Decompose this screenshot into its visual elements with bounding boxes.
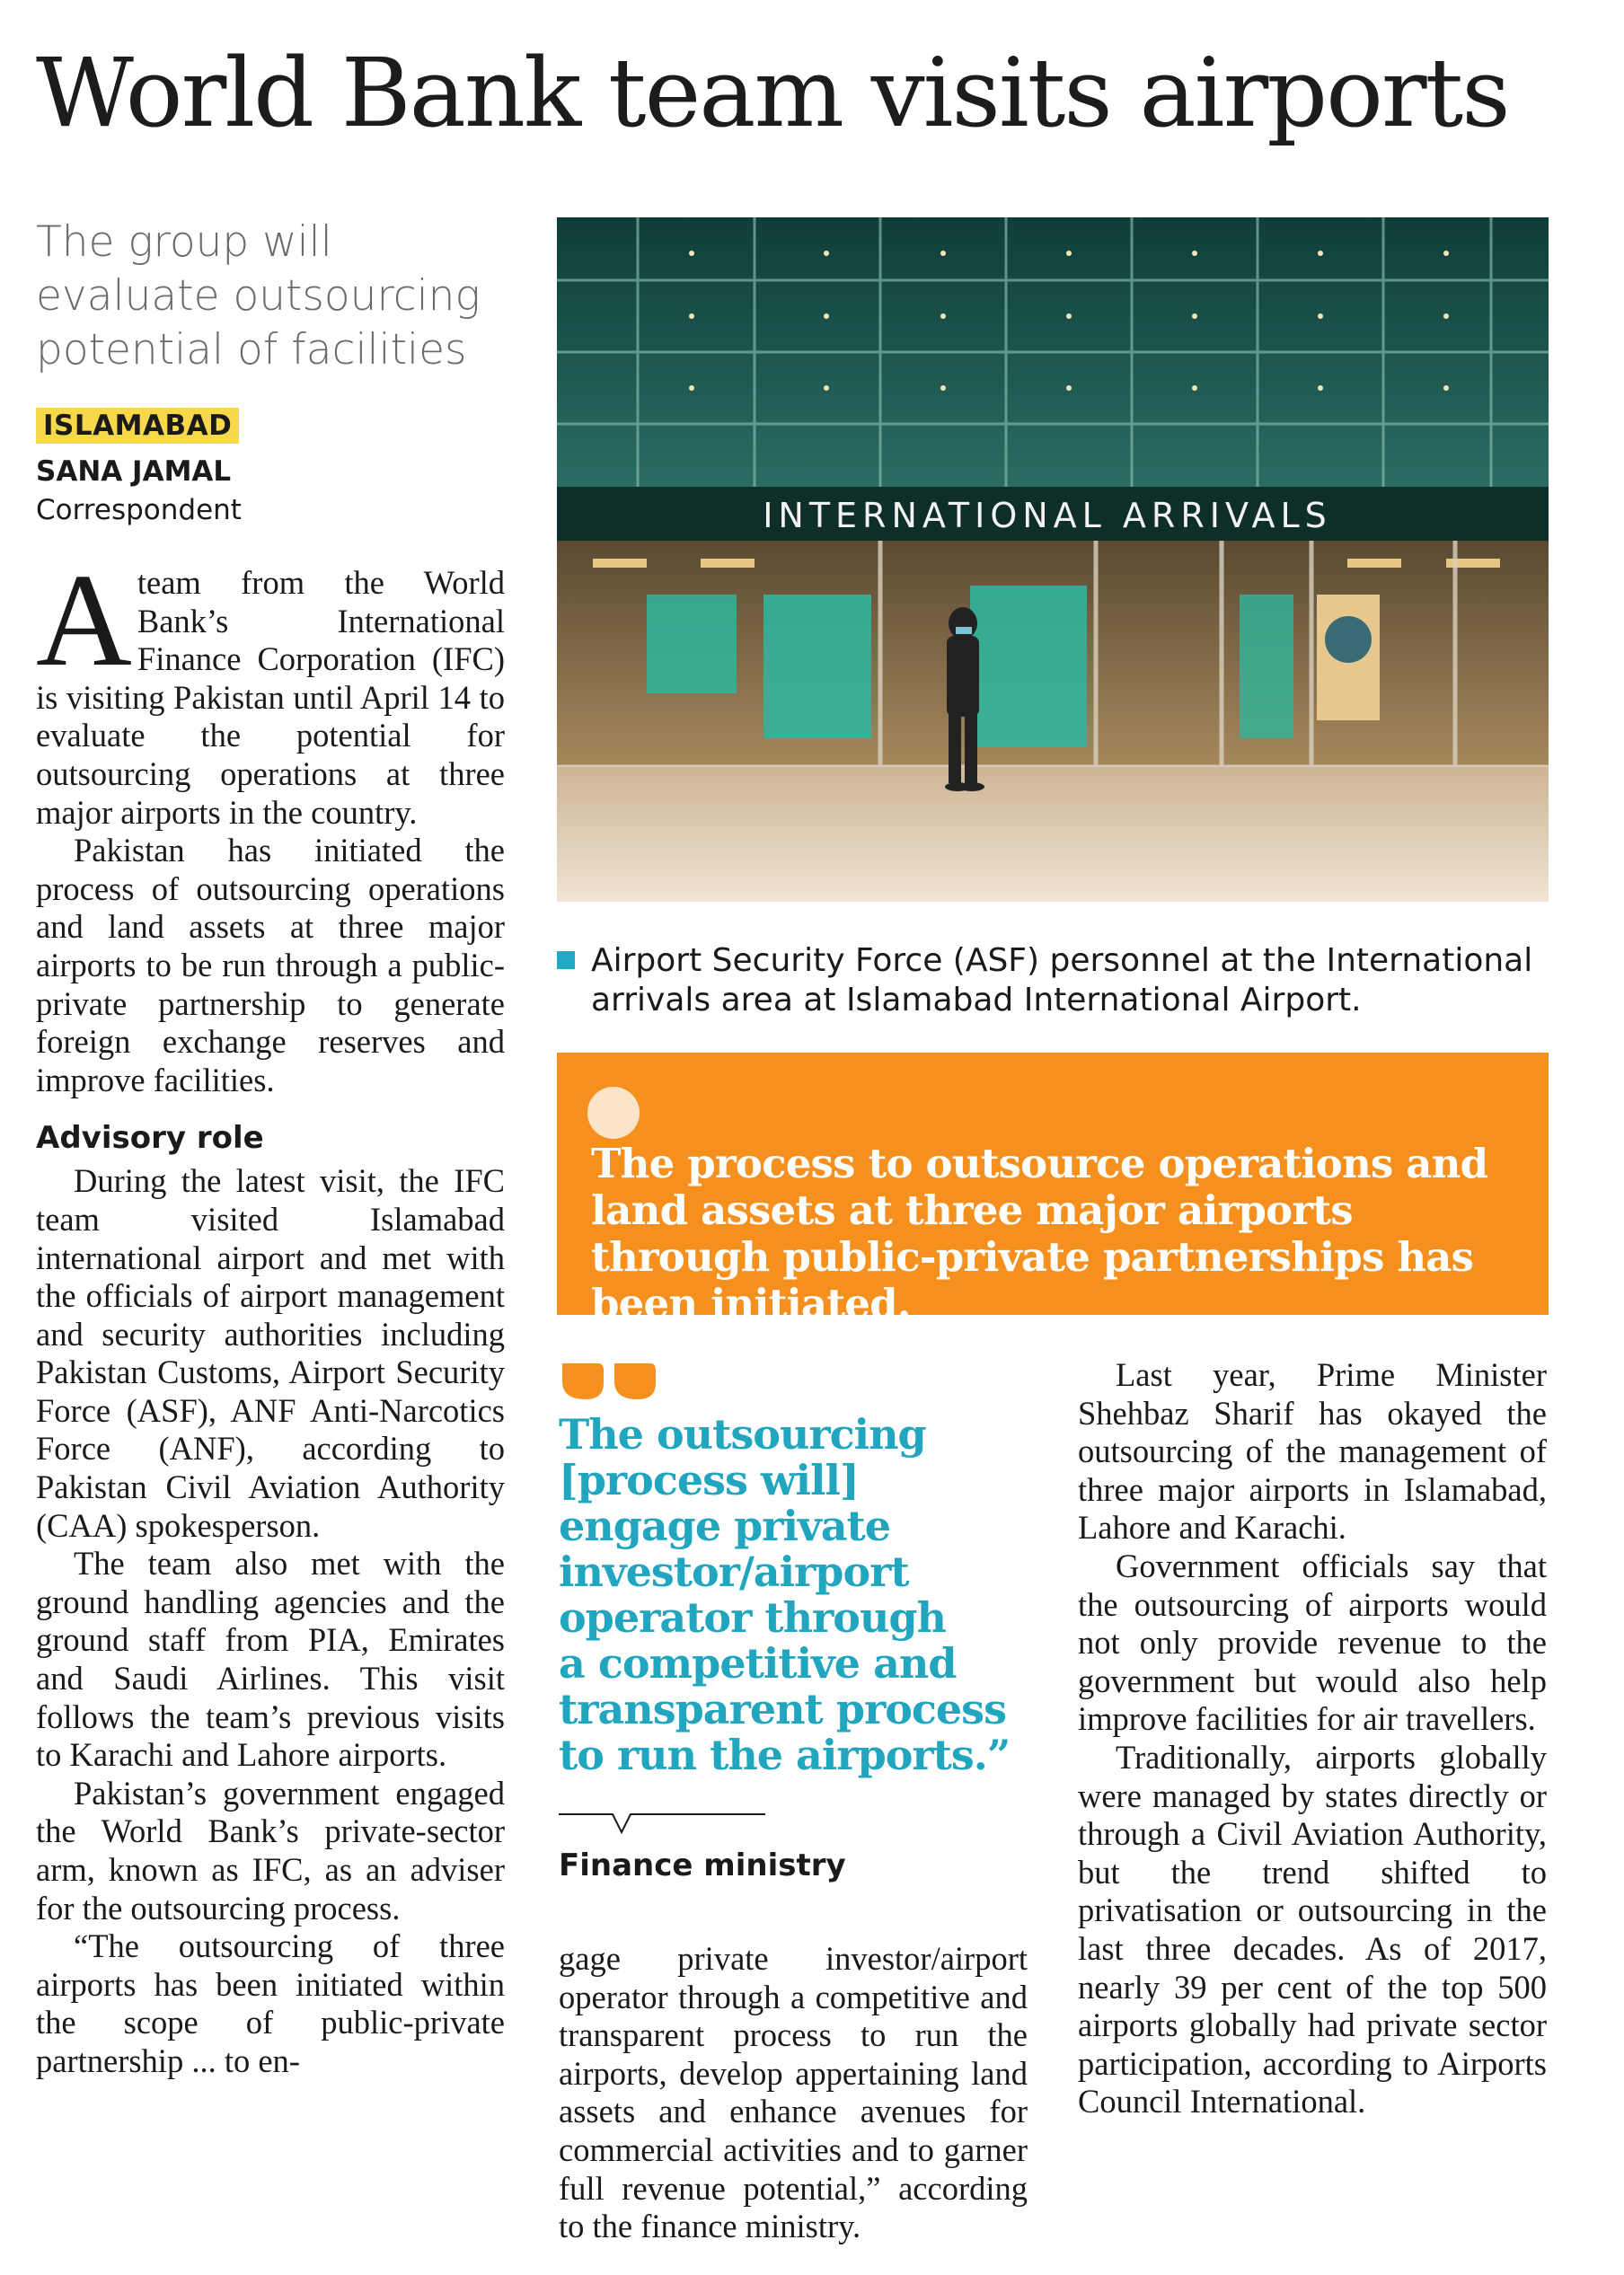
pull-quote-line: investor/airport <box>559 1548 909 1596</box>
drop-cap: A <box>36 547 132 694</box>
pull-quote-line: transparent process <box>559 1685 1006 1733</box>
article-column-1 <box>36 547 505 2081</box>
photo-caption <box>557 941 1554 1020</box>
deck-line: evaluate outsourcing <box>36 271 481 321</box>
pull-quote-line: operator through <box>559 1593 946 1642</box>
pull-quote-line: to run the airports.” <box>559 1731 1011 1779</box>
article-paragraph: The team also met with the ground handling agencies and the ground staff from PIA, Emirates and Saudi Airlines. This visit follows the team’s previous visits to Karachi and Lahore airports. <box>36 1545 505 1774</box>
airport-photo <box>557 217 1549 902</box>
subhead: Advisory role <box>36 1120 264 1157</box>
sign-text: INTERNATIONAL ARRIVALS <box>763 496 1332 535</box>
deck <box>36 216 521 377</box>
caption-line: Airport Security Force (ASF) personnel at the International <box>591 942 1533 979</box>
dateline: ISLAMABAD <box>36 408 239 444</box>
caption-marker-icon <box>557 951 575 969</box>
highlight-text: The process to outsource operations and land assets at three major airports through public-private partnerships has been initiated. <box>591 1140 1488 1327</box>
pull-quote <box>559 1412 1062 1778</box>
article-paragraph <box>36 547 505 832</box>
caption-line: arrivals area at Islamabad International Airport. <box>591 982 1362 1018</box>
quote-attribution: Finance ministry <box>559 1847 846 1883</box>
quote-mark-icon <box>559 1358 666 1403</box>
pull-quote-line: [process will] <box>559 1456 859 1504</box>
article-paragraph: Government officials say that the outsourcing of airports would not only provide revenue to the government but would also help improve facilities for air travellers. <box>1078 1547 1547 1738</box>
article-paragraph: During the latest visit, the IFC team visited Islamabad international airport and met with the officials of airport management and security authorities including Pakistan Customs, Airport Security Force (ASF), ANF Anti-Narcotics Force (ANF), according to Pakistan Civil Aviation Authority (CAA) spokesperson. <box>36 1162 505 1544</box>
byline-name: SANA JAMAL <box>36 455 232 488</box>
dot-icon <box>587 1087 640 1139</box>
deck-line: The group will <box>36 217 332 267</box>
pull-quote-line: engage private <box>559 1502 891 1550</box>
article-paragraph: gage private investor/airport operator through a competitive and transparent process to run the airports, develop appertaining land assets and enhance avenues for commercial activities and to garner full revenue potential,” according to the finance ministry. <box>559 1940 1028 2245</box>
pull-quote-line: The outsourcing <box>559 1410 926 1459</box>
deck-line: potential of facilities <box>36 325 467 375</box>
article-paragraph: Traditionally, airports globally were managed by states directly or through a Civil Aviation Authority, but the trend shifted to privatisation or outsourcing in the last three decades. As of 2017, nearly 39 per cent of the top 500 airports globally had private sector participation, according to Airports Council International. <box>1078 1738 1547 2121</box>
article-paragraph: Pakistan’s government engaged the World Bank’s private-sector arm, known as IFC, as an adviser for the outsourcing process. <box>36 1774 505 1927</box>
highlight-box <box>557 1053 1549 1327</box>
byline-role: Correspondent <box>36 494 242 526</box>
attribution-rule <box>559 1805 765 1841</box>
article-paragraph: Last year, Prime Minister Shehbaz Sharif has okayed the outsourcing of the management of three major airports in Islamabad, Lahore and Karachi. <box>1078 1356 1547 1547</box>
article-paragraph: “The outsourcing of three airports has been initiated within the scope of public-private partnership ... to en- <box>36 1927 505 2079</box>
article-column-3 <box>1078 1356 1547 2121</box>
article-paragraph: Pakistan has initiated the process of outsourcing operations and land assets at three major airports to be run through a public-private partnership to generate foreign exchange reserves and improve facilities. <box>36 832 505 1098</box>
pull-quote-line: a competitive and <box>559 1639 957 1688</box>
airport-photo-illustration <box>557 217 1549 902</box>
article-column-2 <box>559 1940 1028 2246</box>
paragraph-text: team from the World Bank’s International Finance Corporation (IFC) is visiting Pakistan until April 14 to evaluate the potential for outsourcing operations at three major airports in the country. <box>36 564 505 831</box>
headline: World Bank team visits airports <box>36 38 1509 148</box>
